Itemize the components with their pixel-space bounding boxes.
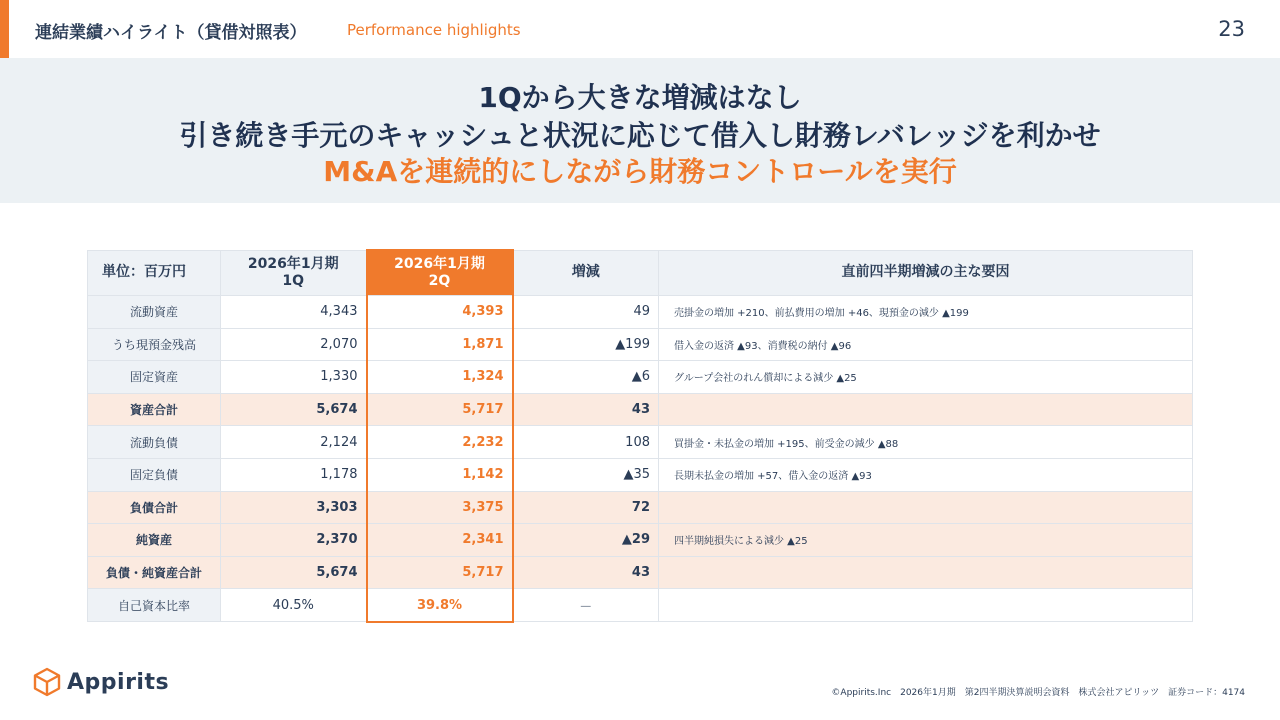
reason-text: 買掛金・未払金の増加 +195、前受金の減少 ▲88 (659, 426, 1193, 459)
change-value: 43 (513, 393, 659, 426)
q1-header (221, 250, 367, 296)
page-number: 23 (1218, 17, 1245, 41)
row-label: 資産合計 (88, 393, 221, 426)
change-value: － (513, 589, 659, 622)
q2-header-quarter: 2Q (428, 273, 451, 289)
logo-text: Appirits (67, 669, 170, 695)
change-value: 108 (513, 426, 659, 459)
change-value: 43 (513, 556, 659, 589)
q1-value: 5,674 (221, 556, 367, 589)
row-label: 流動資産 (88, 296, 221, 329)
table-row (88, 361, 1193, 394)
q2-value: 5,717 (367, 393, 513, 426)
change-value: 72 (513, 491, 659, 524)
row-label: うち現預金残高 (88, 328, 221, 361)
reason-text: 売掛金の増加 +210、前払費用の増加 +46、現預金の減少 ▲199 (659, 296, 1193, 329)
change-value: ▲6 (513, 361, 659, 394)
header-accent-bar (0, 0, 9, 58)
q1-value: 2,370 (221, 524, 367, 557)
cube-logo-icon (33, 667, 61, 697)
row-label: 負債合計 (88, 491, 221, 524)
q1-value: 40.5% (221, 589, 367, 622)
footer-copyright: ©Appirits.Inc 2026年1月期 第2四半期決算説明会資料 株式会社アピリッツ 証券コード：4174 (831, 688, 1245, 698)
change-value: ▲199 (513, 328, 659, 361)
row-label: 純資産 (88, 524, 221, 557)
q1-value: 2,070 (221, 328, 367, 361)
reason-text: 四半期純損失による減少 ▲25 (659, 524, 1193, 557)
change-value: 49 (513, 296, 659, 329)
q1-value: 2,124 (221, 426, 367, 459)
q2-value: 39.8% (367, 589, 513, 622)
unit-header: 単位：百万円 (88, 250, 221, 296)
change-value: ▲29 (513, 524, 659, 557)
row-label: 自己資本比率 (88, 589, 221, 622)
change-header: 増減 (513, 250, 659, 296)
q1-header-period: 2026年1月期 (247, 255, 339, 272)
table-row-total (88, 556, 1193, 589)
table-row (88, 458, 1193, 491)
reason-text (659, 589, 1193, 622)
q2-value: 1,142 (367, 458, 513, 491)
q2-value: 2,341 (367, 524, 513, 557)
banner-line-3: M&Aを連続的にしながら財務コントロールを実行 (323, 155, 957, 188)
table-row (88, 426, 1193, 459)
q2-value: 1,871 (367, 328, 513, 361)
q1-value: 4,343 (221, 296, 367, 329)
table-row-total (88, 393, 1193, 426)
reason-text: 長期未払金の増加 +57、借入金の返済 ▲93 (659, 458, 1193, 491)
q2-value: 2,232 (367, 426, 513, 459)
reason-text (659, 393, 1193, 426)
q1-value: 1,178 (221, 458, 367, 491)
banner-line-1: 1Qから大きな増減はなし (478, 81, 802, 114)
q1-value: 1,330 (221, 361, 367, 394)
row-label: 固定負債 (88, 458, 221, 491)
table-row (88, 296, 1193, 329)
q1-header-quarter: 1Q (282, 272, 305, 289)
q2-header-period: 2026年1月期 (394, 256, 485, 272)
q2-value: 4,393 (367, 296, 513, 329)
q2-value: 1,324 (367, 361, 513, 394)
reason-text (659, 556, 1193, 589)
page-title: 連結業績ハイライト（貸借対照表） (35, 23, 307, 43)
reason-text (659, 491, 1193, 524)
table-row (88, 328, 1193, 361)
reason-text: 借入金の返済 ▲93、消費税の納付 ▲96 (659, 328, 1193, 361)
q2-value: 3,375 (367, 491, 513, 524)
table-row-total (88, 524, 1193, 557)
company-logo (33, 666, 169, 698)
row-label: 流動負債 (88, 426, 221, 459)
q1-value: 3,303 (221, 491, 367, 524)
q2-header (367, 250, 513, 296)
table-row (88, 589, 1193, 622)
change-value: ▲35 (513, 458, 659, 491)
table-header-row (88, 250, 1193, 296)
balance-sheet-table (87, 249, 1193, 623)
reason-text: グループ会社のれん償却による減少 ▲25 (659, 361, 1193, 394)
banner-line-2: 引き続き手元のキャッシュと状況に応じて借入し財務レバレッジを利かせ (179, 119, 1101, 152)
table-row-total (88, 491, 1193, 524)
reason-header: 直前四半期増減の主な要因 (659, 250, 1193, 296)
q2-value: 5,717 (367, 556, 513, 589)
row-label: 固定資産 (88, 361, 221, 394)
q1-value: 5,674 (221, 393, 367, 426)
page-subtitle: Performance highlights (347, 21, 521, 39)
row-label: 負債・純資産合計 (88, 556, 221, 589)
